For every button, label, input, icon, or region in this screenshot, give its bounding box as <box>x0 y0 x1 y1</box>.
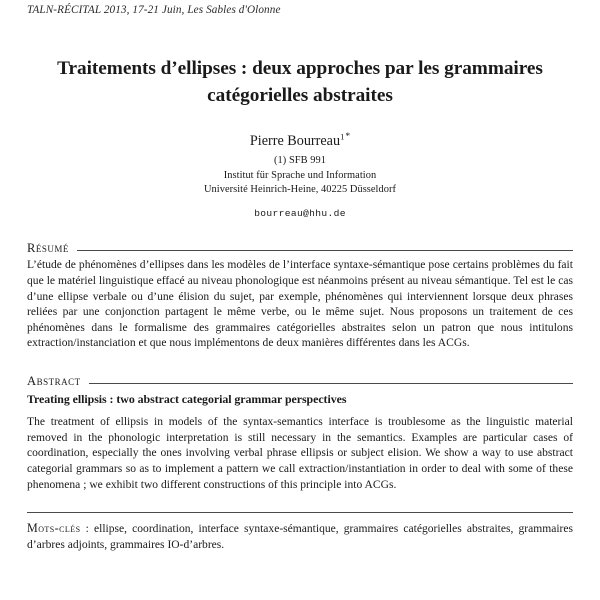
paper-title <box>27 55 573 110</box>
resume-section-header <box>27 241 573 256</box>
abstract-label: Abstract <box>27 374 81 389</box>
author-footnote-marker: * <box>345 132 351 143</box>
author-email[interactable]: bourreau@hhu.de <box>254 208 346 220</box>
affiliation-university: Université Heinrich-Heine, 40225 Düsseldorf <box>203 184 397 196</box>
abstract-text: The treatment of ellipsis in models of the syntax-semantics interface is troublesome as the linguistic material removed in the phonologic interpretation is still necessary in the semantics. Examples are particular cases of coordination, especially the ones involving verbal phrase ellipsis or subject elision. We show a way to use abstract categorial grammars so as to implement a pattern we call extraction/instantiation in order to deal with some of these phenomena ; we exhibit two different constructions of this principle into ACGs. <box>27 416 573 491</box>
affiliation-institute: Institut für Sprache und Information <box>223 169 377 181</box>
keywords-rule <box>27 512 573 513</box>
abstract-english-title: Treating ellipsis : two abstract categorial grammar perspectives <box>27 392 347 407</box>
abstract-section <box>27 374 573 493</box>
keywords-text: ellipse, coordination, interface syntaxe-sémantique, grammaires catégorielles abstraites, grammaires d’arbres adjoints, grammaires IO-d’arbres. <box>27 523 574 551</box>
author-name: Pierre Bourreau <box>249 132 341 149</box>
author-affiliation-marker: 1 <box>340 131 345 142</box>
resume-rule <box>77 250 573 251</box>
affiliation-number: (1) SFB 991 <box>274 154 326 166</box>
resume-label: Résumé <box>27 241 69 256</box>
paper-title-line-1: Traitements d’ellipses : deux approches par les grammaires <box>57 58 543 79</box>
keywords-label: Mots-clés <box>27 521 81 536</box>
resume-text: L’étude de phénomènes d’ellipses dans les modèles de l’interface syntaxe-sémantique pose certains problèmes du fait que le matériel linguistique effacé au niveau phonologique est néanmoins présent au niveau sémantique. Tel est le cas d’une ellipse verbale ou d’une élision du sujet, par exemple, phénomènes qui interviennent lorsque deux phrases reliées par une conjonction partagent le même verbe, ou le même sujet. Nous proposons un traitement de ces phénomènes dans le formalisme des grammaires catégorielles abstraites selon un patron que nous intitulons extraction/instanciation et que nous implémentons de deux manières différentes dans les ACGs. <box>27 259 573 350</box>
author-name-row <box>27 132 573 151</box>
keywords-line <box>27 520 573 553</box>
running-head: TALN-RÉCITAL 2013, 17-21 Juin, Les Sables d'Olonne <box>27 4 281 16</box>
abstract-section-header <box>27 374 573 389</box>
paper-title-line-2: catégorielles abstraites <box>207 85 393 107</box>
keywords-section <box>27 512 573 553</box>
resume-section <box>27 241 573 352</box>
abstract-rule <box>89 383 573 384</box>
author-block <box>27 132 573 219</box>
keywords-separator: : <box>80 523 94 536</box>
